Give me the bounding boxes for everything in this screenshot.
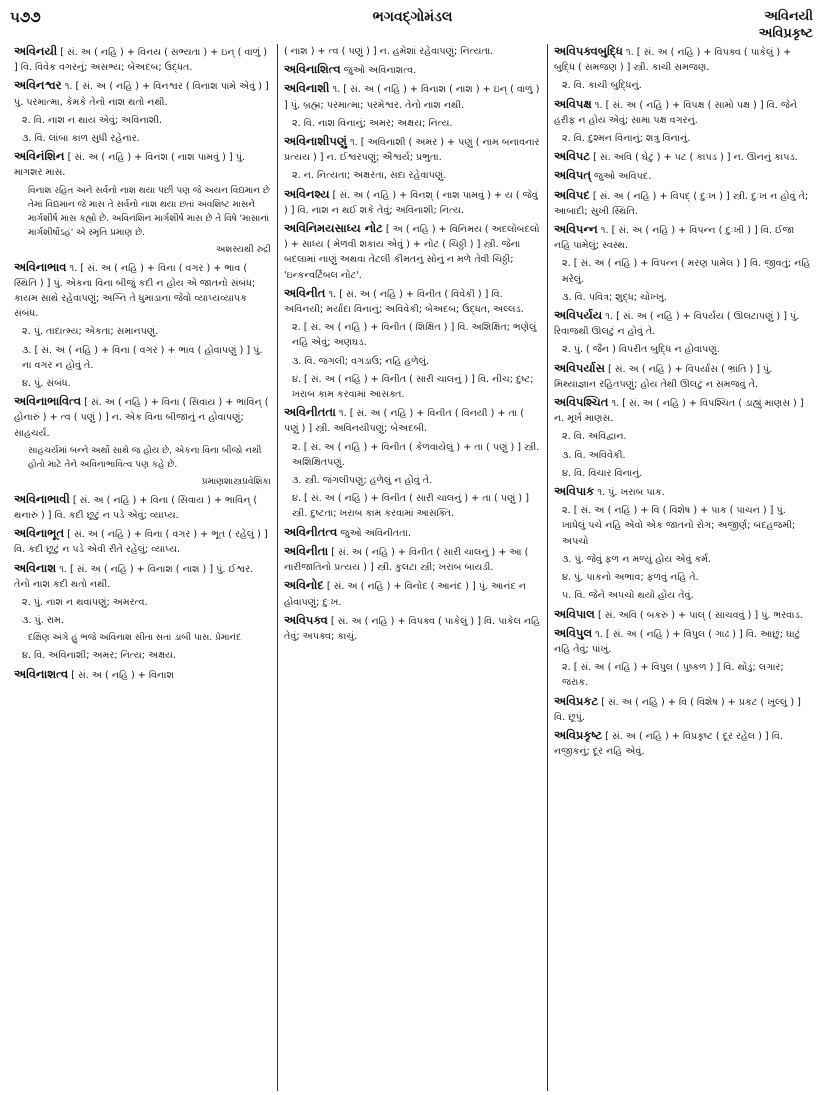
definition: [ સં. અવિ ( બકરું ) + પાલ્ ( સાચવવું ) ] પું. ભરવાડ.: [597, 609, 803, 621]
dictionary-entry: [284, 286, 541, 317]
definition: જુઓ અવિપદ.: [594, 171, 652, 183]
headword: અવિપાક: [554, 484, 595, 499]
definition: [ સં. અ ( નહિ ) + વિનય ( સભ્યતા ) + ઇન્ ( વાળું ) ] વિ. વિવેક વગરનું; અસભ્ય; બેઅદબ; ઉદ્ધત.: [14, 47, 268, 74]
definition: [ સં. અ ( નહિ ) + વિપદ્ ( દુઃખ ) ] સ્ત્રી. દુઃખ ન હોવું તે; આબાદી; સુખી સ્થિતિ.: [554, 190, 809, 217]
citation-source: અશસ્યથી રુદ્રી: [215, 244, 271, 255]
headword: અવિપક્ષ: [554, 96, 592, 111]
sense-line: ૨. પું. નાશ ન થવાપણું; અમરત્વ.: [22, 597, 148, 609]
sense-line: ૩. [ સં. અ ( નહિ ) + વિના ( વગર ) + ભાવ ( હોવાપણું ) ] પું. ના વગર ન હોવું તે.: [22, 344, 263, 371]
dictionary-entry: [14, 44, 271, 75]
definition: ૧. [ સં. અ ( નહિ ) + વિનીત ( વિવેકી ) ] વિ. અવિનયી; મર્યાદા વિનાનું; અવિવેકી; બેઅદબ; ઉદ્ધત, અલ્લડ.: [284, 288, 524, 316]
dictionary-entry: [554, 222, 811, 253]
dictionary-entry: [14, 394, 271, 441]
sense-line: ૨. [ સં. અ ( નહિ ) + વિ ( વિશેષ ) + પાક ( પાચન ) ] પું. ખાધેલું પચે નહિ એવો એક જાતનો રોગ; અજીર્ણ; બદહજમી; અપચો: [562, 505, 796, 547]
sense-line: ૨. ન. નિત્યતા; અક્ષરતા, સદા રહેવાપણું.: [292, 170, 447, 182]
dictionary-entry: [554, 149, 811, 165]
dictionary-entry: [284, 81, 541, 112]
sense-line: ૨. [ સં. અ ( નહિ ) + વિનીત ( કેળવાયેલું ) + તા ( પણું ) ] સ્ત્રી. અશિક્ષિતપણું.: [292, 441, 540, 468]
columns-container: [8, 44, 817, 1091]
dictionary-entry: [554, 694, 811, 725]
dictionary-entry: [554, 395, 811, 426]
headword: અવિનાભાવ: [14, 259, 67, 274]
guide-words: [759, 8, 813, 42]
sense-line: ૨. [ સં. અ ( નહિ ) + વિપન્ન ( મરણ પામેલ ) ] વિ. જીવતું; નહિ મરેલું.: [562, 258, 811, 285]
sense-line: ૨. વિ. અવિદ્વાન.: [562, 431, 627, 443]
guide-word-last: અવિપ્રકૃષ્ટ: [758, 26, 813, 41]
sense-line: ૪. વિ. અવિનાશી; અમર; નિત્ય; અક્ષય.: [22, 650, 177, 662]
sense-line: ૨. વિ. દુશ્મન વિનાનું; શત્રુ વિનાનું.: [562, 133, 691, 145]
dictionary-entry: [284, 613, 541, 644]
definition: ૧. પું. ખરાબ પાક.: [597, 487, 665, 499]
headword: અવિનાશત્વ: [14, 666, 69, 681]
headword: અવિપાલ: [554, 606, 595, 621]
definition: ૧. [ સં. અ ( નહિ ) + વિપક્ષ ( સામો પક્ષ ) ] વિ. જેને હરીફ ન હોય એવું; સામા પક્ષ વગરનું.: [554, 99, 798, 126]
sense-line: ૩. સ્ત્રી. જંગલીપણું; હળેલું ન હોવું તે.: [292, 475, 433, 487]
dictionary-entry: [554, 308, 811, 339]
headword: અવિનાભાવિત્વ: [14, 394, 82, 409]
headword: અવિનોદ: [284, 578, 324, 593]
headword: અવિનંશિન: [14, 149, 65, 164]
dictionary-entry: [14, 667, 271, 683]
dictionary-entry: [14, 260, 271, 322]
sense-line: ૩. વિ. જંગલી; વગડાઉ; નહિ હળેલું.: [292, 355, 430, 367]
dictionary-entry: [554, 484, 811, 500]
dictionary-entry: [554, 168, 811, 184]
definition: ૧. [ સં. અ ( નહિ ) + વિપશ્ચિત ( ડાહ્યું માણસ ) ] ન. મૂર્ખ માણસ.: [554, 398, 804, 425]
headword: અવિપન્ન: [554, 222, 598, 237]
sense-line: ૨. વિ. નાશ ન થાય એવું; અવિનાશી.: [22, 114, 163, 126]
headword: અવિપુલ: [554, 625, 593, 640]
citation-source: પ્રમાણશાસ્ત્રપ્રવેશિકા: [201, 476, 271, 487]
quotation: વિનાશ રહિત અને સર્વનો નાશ થયા પછી પણ જે અયન વિદ્યમાન છે તેમાં વિદ્યમાન જે માસ તે સર્વનો નાશ થયા છતાં અવશિષ્ટ માસને માર્ગશીર્ષ માસ કહ્યો છે. અવિનંશિન માર્ગશીર્ષ માસ છે તે વિષે 'માસાનાં માર્ગશીર્ષોઽહં' એ સ્મૃતિ પ્રમાણ છે.: [28, 185, 270, 238]
definition: [ અ ( નહિ ) + વિનિમય ( અદલોબદલો ) + સાધ્ય ( મેળવી શકાય એવું ) + નોટ ( ચિઠ્ઠી ) ] સ્ત્રી. જેના બદલામાં નાણું અથવા તેટલી કીમતનું સોનું ન મળે તેવી ચિઠ્ઠી; 'ઇન્કન્વર્ટિબલ નોટ'.: [284, 224, 540, 281]
sense-line: ૨. વિ. કાચી બુદ્ધિનું.: [562, 80, 642, 92]
headword: અવિપશ્ચિત: [554, 395, 609, 410]
sense-line: ૨. વિ. નાશ વિનાનું; અમર; અક્ષય; નિત્ય.: [292, 117, 453, 129]
headword: અવિપક્વ: [284, 612, 328, 627]
definition: [ સં. અ ( નહિ ) + વિનંશ ( નાશ પામવું ) ] પું. માગશર માસ.: [14, 152, 245, 179]
sense-line: ૪. [ સં. અ ( નહિ ) + વિનીત ( સારી ચાલનું ) + તા ( પણું ) ] સ્ત્રી. દુષ્ટતા; ખરાબ કામ કરવામાં આસક્તિ.: [292, 493, 529, 520]
definition: ૧. [ અવિનાશી ( અમર ) + પણું ( નામ બનાવનાર પ્રત્યય ) ] ન. ઈશ્વરપણું; ઐશ્વર્ય; પ્રભુતા.: [284, 137, 540, 164]
headword: અવિનાશી: [284, 81, 330, 96]
definition: ૧. [ સં. અ ( નહિ ) + વિનશ્વર ( વિનાશ પામે એવું ) ] પું. પરમાત્મા, કેમકે તેનો નાશ થતો નથી.: [14, 81, 269, 108]
definition: ૧. [ સં. અ ( નહિ ) + વિપુલ ( ગાઢ ) ] વિ. આછું; ઘાટું નહિ તેવું; પાંખું.: [554, 628, 801, 655]
definition: [ સં. અ ( નહિ ) + વિપ્રકૃષ્ટ ( દૂર રહેલ ) ] વિ. નજીકનું; દૂર નહિ એવું.: [554, 730, 783, 758]
definition: ( નાશ ) + ત્વ ( પણું ) ] ન. હમેશાં રહેવાપણું; નિત્યતા.: [284, 46, 494, 57]
headword: અવિપ્રકટ: [554, 693, 599, 708]
definition: જુઓ અવિનીતતા.: [340, 527, 412, 539]
definition: [ સં. અ ( નહિ ) + વિનોદ ( આનંદ ) ] પું. આનંદ ન હોવાપણું; દુઃખ.: [284, 581, 527, 608]
definition: [ સં. અ ( નહિ ) + વિના ( સિવાય ) + ભાવિન્ ( હોનારું ) + ત્વ ( પણું ) ] ન. એક વિના બીજાનું ન હોવાપણું; સાહચર્ય.: [14, 397, 269, 439]
running-title: ભગવદ્ગોમંડલ: [372, 9, 453, 25]
headword: અવિનયી: [14, 44, 58, 58]
headword: અવિનીતત્વ: [284, 524, 338, 539]
sense-line: ૨. પું. તાદાત્મ્ય; એકતા; સમાનપણું.: [22, 326, 159, 338]
dictionary-entry: [554, 44, 811, 75]
headword: અવિનશ્ય: [284, 186, 330, 201]
dictionary-entry: [284, 544, 541, 575]
headword: અવિનીત: [284, 285, 326, 300]
definition: [ સં. અ ( નહિ ) + વિનાશ: [71, 669, 174, 681]
definition: ૧. [ સં. અ ( નહિ ) + વિપન્ન ( દુઃખી ) ] વિ. ઈજા નહિ પામેલું; સ્વસ્થ.: [554, 225, 795, 252]
headword: અવિનાશ: [14, 560, 57, 575]
dictionary-entry: [554, 607, 811, 623]
dictionary-entry: [14, 526, 271, 557]
quotation: દક્ષિણ અંગે હું ભજે અવિનાશ સીતા સતાં ડાબી પાસ. પ્રેમાનંદ: [28, 633, 242, 644]
dictionary-entry: [14, 149, 271, 180]
definition: જુઓ અવિનાશત્વ.: [343, 65, 417, 77]
column-3: [547, 44, 817, 1091]
dictionary-entry: [284, 44, 541, 59]
dictionary-entry: [554, 626, 811, 657]
page-number: ૫૭૭: [10, 8, 41, 26]
guide-word-first: અવિનયી: [764, 9, 813, 24]
dictionary-entry: [284, 187, 541, 218]
sense-line: ૪. પું. પાકનો અભાવ; ફળવું નહિ તે.: [562, 572, 699, 584]
headword: અવિપર્યય: [554, 308, 603, 323]
sense-line: ૩. પું. જેવું ફળ ન મળ્યું હોય એવું કર્મ.: [562, 553, 712, 565]
sense-line: ૨. [ સં. અ ( નહિ ) + વિપુલ ( પુષ્કળ ) ] વિ. થોડું; લગાર; જરાક.: [562, 662, 784, 689]
sense-line: ૪. [ સં. અ ( નહિ ) + વિનીત ( સારી ચાલનું ) ] વિ. નીચ; દુષ્ટ; ખરાબ કામ કરવામાં આસક્ત.: [292, 373, 534, 401]
headword: અવિપ્રકૃષ્ટ: [554, 727, 603, 742]
headword: અવિપક્વબુદ્ધિ: [554, 44, 623, 58]
headword: અવિનાભાવી: [14, 491, 70, 506]
definition: [ સં. અવિ ( ઘેટું ) + પટ ( કાપડ ) ] ન. ઊનનું કાપડ.: [593, 152, 798, 164]
sense-line: ૪. વિ. વિચાર વિનાનું.: [562, 467, 643, 479]
definition: ૧. [ સં. અ ( નહિ ) + વિપક્વ ( પાકેલું ) + બુદ્ધિ ( સમજણ ) ] સ્ત્રી. કાચી સમજણ.: [554, 47, 792, 74]
dictionary-entry: [284, 578, 541, 609]
sense-line: ૨. પું. ( જૈન ) વિપરીત બુદ્ધિ ન હોવાપણું.: [562, 344, 720, 356]
dictionary-entry: [284, 62, 541, 78]
definition: [ સં. અ ( નહિ ) + વિ ( વિશેષ ) + પ્રકટ ( ખુલ્લું ) ] વિ. છૂપું.: [554, 696, 801, 723]
column-2: [277, 44, 547, 1091]
headword: અવિનશ્વર: [14, 78, 62, 93]
headword: અવિનાભૂત: [14, 526, 65, 541]
dictionary-entry: [14, 78, 271, 109]
column-1: [8, 44, 277, 1091]
quotation: સાહચર્યમાં બન્ને અર્થો સાથે જ હોય છે, એકના વિના બીજો નથી હોતો માટે તેને અવિનાભાવિત્વ પણ કહે છે.: [28, 445, 262, 470]
sense-line: ૩. વિ. પવિત્ર; શુદ્ધ; ચોખ્ખું.: [562, 291, 667, 303]
headword: અવિનાશિત્વ: [284, 62, 341, 77]
headword: અવિપદ: [554, 187, 590, 202]
dictionary-entry: [284, 525, 541, 541]
sense-line: ૫. વિ. જેને અપચો થયો હોય તેવું.: [562, 590, 694, 602]
dictionary-entry: [284, 221, 541, 283]
definition: [ સં. અ ( નહિ ) + વિનશ્ ( નાશ પામવું ) + ય ( જેવું ) ] વિ. નાશ ન થઈ શકે તેવું; અવિનાશી; નિત્ય.: [284, 189, 538, 216]
definition: [ સં. અ ( નહિ ) + વિનીત ( સારી ચાલનું ) + આ ( નારીજાતિનો પ્રત્યય ) ] સ્ત્રી. કુલટા સ્ત્રી; ખરાબ બાયડી.: [284, 546, 529, 574]
definition: ૧. [ સં. અ ( નહિ ) + વિના ( વગર ) + ભાવ ( સ્થિતિ ) ] પું. એકના વિના બીજું કદી ન હોય એ જાતનો સંબંધ; કાયમ સાથે રહેવાપણું; અગ્નિ તે ધુમાડાના જેવો વ્યાપ્યવ્યાપક સંબંધ.: [14, 262, 256, 320]
dictionary-entry: [14, 561, 271, 592]
dictionary-entry: [284, 405, 541, 436]
dictionary-entry: [554, 97, 811, 128]
definition: [ સં. અ ( નહિ ) + વિપક્વ ( પાકેલું ) ] વિ. પાકેલ નહિ તેવું; અપક્વ; કાચું.: [284, 615, 541, 642]
definition: [ સં. અ ( નહિ ) + વિના ( સિવાય ) + ભાવિન્ ( થનારું ) ] વિ. કદી છૂટું ન પડે એવું; વ્યાપ્ય.: [14, 494, 258, 522]
headword: અવિપત્: [554, 168, 591, 183]
headword: અવિનીતતા: [284, 405, 336, 420]
definition: [ સં. અ ( નહિ ) + વિપર્યાસ ( ભ્રાંતિ ) ] પું. મિથ્યાજ્ઞાન રહિતપણું; હોય તેથી ઊલટું ન સમજવું તે.: [554, 363, 773, 390]
headword: અવિનિમયસાધ્ય નોટ: [284, 221, 383, 236]
dictionary-entry: [554, 728, 811, 759]
dictionary-entry: [554, 188, 811, 219]
headword: અવિપટ: [554, 149, 591, 164]
sense-line: ૩. વિ. અવિવેકી.: [562, 449, 626, 461]
definition: [ સં. અ ( નહિ ) + વિના ( વગર ) + ભૂત ( રહેલું ) ] વિ. કદી છૂટું ન પડે એવી રીતે રહેલું; વ્યાપ્ય.: [14, 529, 268, 556]
headword: અવિનીતા: [284, 543, 329, 558]
definition: ૧. [ સં. અ ( નહિ ) + વિનીત ( વિનયી ) + તા ( પણું ) ] સ્ત્રી. અવિનયીપણું; બેઅદબી.: [284, 408, 524, 435]
sense-line: ૩. પું. રામ.: [22, 615, 64, 627]
dictionary-entry: [14, 492, 271, 523]
headword: અવિનાશીપણું: [284, 134, 347, 149]
dictionary-entry: [284, 134, 541, 165]
sense-line: ૨. [ સં. અ ( નહિ ) + વિનીત ( શિક્ષિત ) ] વિ. અશિક્ષિત; ભણેલું નહિ એવું; અણઘડ.: [292, 322, 537, 349]
definition: ૧. [ સં. અ ( નહિ ) + વિનાશ ( નાશ ) + ઇન્ ( વાળું ) ] પું. બ્રહ્મ; પરમાત્મા; પરમેશ્વર. તેનો નાશ નથી.: [284, 84, 540, 111]
headword: અવિપર્યાસ: [554, 360, 605, 375]
sense-line: ૪. પું. સંબંધ.: [22, 378, 71, 390]
definition: ૧. [ સં. અ ( નહિ ) + વિનાશ ( નાશ ) ] પું. ઈશ્વર. તેનો નાશ કદી થતો નથી.: [14, 563, 254, 590]
definition: ૧. [ સં. અ ( નહિ ) + વિપર્યય ( ઊલટાપણું ) ] પું. રિવાજથી ઊલટું ન હોવું તે.: [554, 311, 800, 338]
sense-line: ૩. વિ. લાંબા કાળ સુધી રહેનાર.: [22, 133, 140, 145]
dictionary-entry: [554, 361, 811, 392]
